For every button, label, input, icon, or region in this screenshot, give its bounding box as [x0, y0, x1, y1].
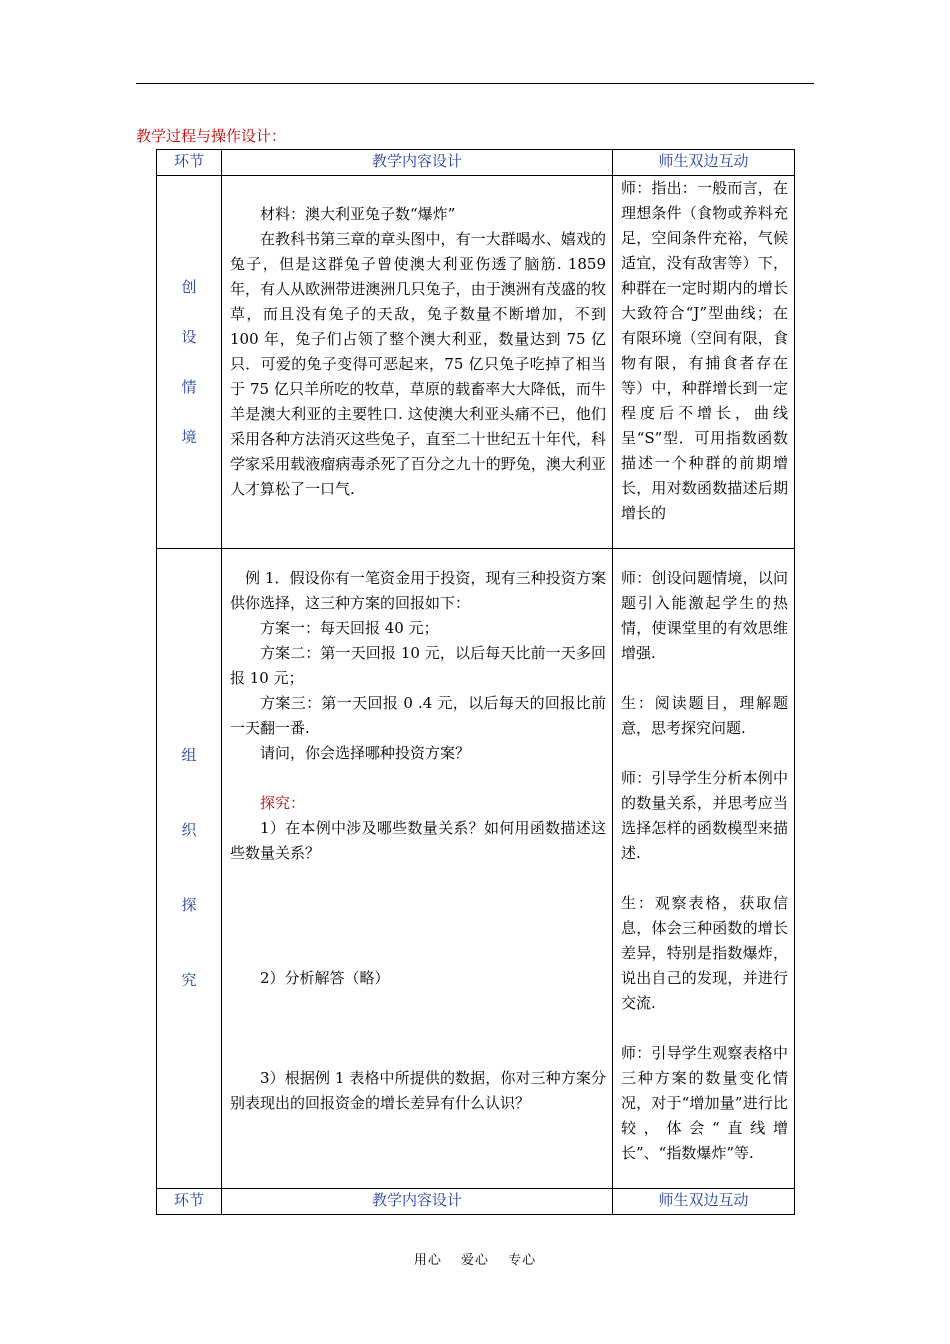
interaction-student-1: 生：阅读题目，理解题意，思考探究问题.	[621, 694, 788, 737]
stage-char: 究	[181, 971, 197, 989]
stage-char: 情	[181, 378, 197, 396]
header-interaction: 师生双边互动	[613, 150, 795, 176]
stage-char: 创	[181, 278, 197, 296]
interaction-teacher-3: 师：引导学生观察表格中三种方案的数量变化情况，对于“增加量”进行比较，体会“直线增长”、“指数爆炸”等.	[621, 1044, 788, 1162]
footer-header-content: 教学内容设计	[222, 1189, 613, 1215]
choice-question: 请问，你会选择哪种投资方案？	[260, 744, 471, 762]
explore-label: 探究：	[260, 794, 306, 812]
lesson-plan-table	[156, 149, 795, 1215]
interaction-cell-organize-explore	[613, 549, 795, 1189]
stage-cell-create-scenario	[157, 176, 222, 549]
stage-cell-organize-explore	[157, 549, 222, 1189]
stage-char: 织	[181, 821, 197, 839]
explore-question-1: 1）在本例中涉及哪些数量关系？如何用函数描述这些数量关系？	[230, 819, 606, 862]
header-stage: 环节	[157, 150, 222, 176]
interaction-student-2: 生：观察表格，获取信息，体会三种函数的增长差异，特别是指数爆炸，说出自己的发现，并进行交流.	[621, 894, 788, 1012]
table-footer-header-row	[157, 1189, 795, 1215]
plan-one: 方案一：每天回报 40 元；	[260, 619, 439, 637]
content-cell-organize-explore	[222, 549, 613, 1189]
header-content: 教学内容设计	[222, 150, 613, 176]
example-text: 例 1．假设你有一笔资金用于投资，现有三种投资方案供你选择，这三种方案的回报如下：	[230, 569, 606, 612]
header-rule	[136, 83, 814, 84]
table-header-row	[157, 150, 795, 176]
table-row-organize-explore	[157, 549, 795, 1189]
plan-two: 方案二：第一天回报 10 元，以后每天比前一天多回报 10 元；	[230, 644, 606, 687]
stage-char: 境	[181, 428, 197, 446]
material-title: 材料：澳大利亚兔子数“爆炸”	[260, 205, 456, 223]
stage-char: 探	[181, 896, 197, 914]
interaction-cell-create-scenario	[613, 176, 795, 549]
interaction-teacher-1: 师：创设问题情境，以问题引入能激起学生的热情，使课堂里的有效思维增强.	[621, 569, 788, 662]
material-paragraph: 在教科书第三章的章头图中，有一大群喝水、嬉戏的兔子，但是这群兔子曾使澳大利亚伤透了脑筋. 1859 年，有人从欧洲带进澳洲几只兔子，由于澳洲有茂盛的牧草，而且没有兔子的天敌，兔子数量不断增加，不到 100 年，兔子们占领了整个澳大利亚，数量达到 75 亿只．可爱的兔子变得可恶起来，75 亿只兔子吃掉了相当于 75 亿只羊所吃的牧草，草原的载畜率大大降低，而牛羊是澳大利亚的主要牲口. 这使澳大利亚头痛不已，他们采用各种方法消灭这些兔子，直至二十世纪五十年代，科学家采用载液瘤病毒杀死了百分之九十的野兔，澳大利亚人才算松了一口气.	[230, 230, 606, 498]
page-footer: 用心 爱心 专心	[413, 1253, 537, 1268]
footer-header-interaction: 师生双边互动	[613, 1189, 795, 1215]
content-cell-create-scenario	[222, 176, 613, 549]
interaction-text: 师：指出：一般而言，在理想条件（食物或养料充足，空间条件充裕，气候适宜，没有敌害等）下，种群在一定时期内的增长大致符合“J”型曲线；在有限环境（空间有限，食物有限，有捕食者存在等）中，种群增长到一定程度后不增长，曲线呈“S”型．可用指数函数描述一个种群的前期增长，用对数函数描述后期增长的	[621, 179, 788, 522]
interaction-teacher-2: 师：引导学生分析本例中的数量关系，并思考应当选择怎样的函数模型来描述.	[621, 769, 788, 862]
plan-three: 方案三：第一天回报 0 .4 元，以后每天的回报比前一天翻一番.	[230, 694, 606, 737]
stage-char: 组	[181, 746, 197, 764]
explore-question-3: 3）根据例 1 表格中所提供的数据，你对三种方案分别表现出的回报资金的增长差异有什么认识？	[230, 1069, 606, 1112]
stage-char: 设	[181, 328, 197, 346]
explore-question-2: 2）分析解答（略）	[260, 969, 390, 987]
footer-header-stage: 环节	[157, 1189, 222, 1215]
table-row-create-scenario	[157, 176, 795, 549]
section-title: 教学过程与操作设计：	[136, 127, 287, 145]
